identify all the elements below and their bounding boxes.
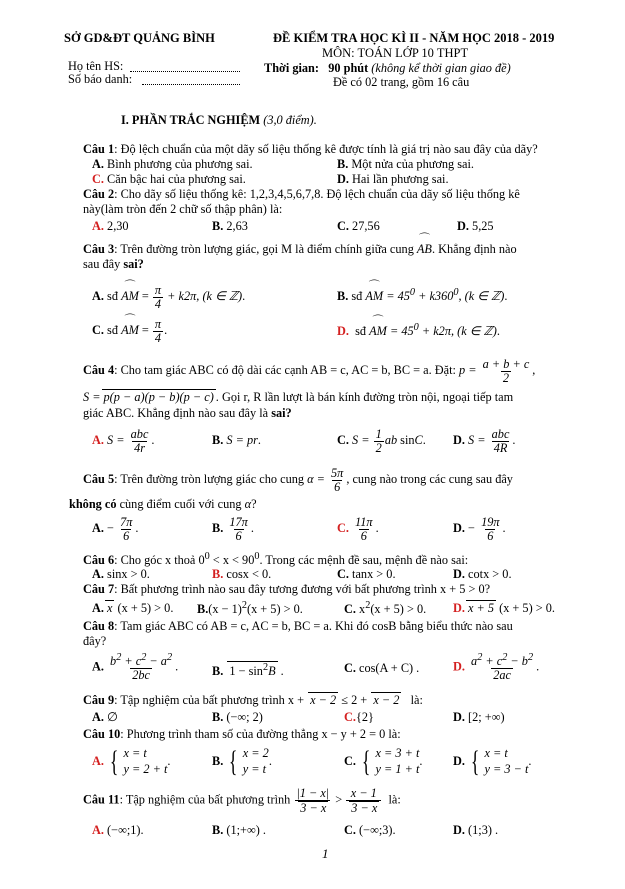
q3-stem: Câu 3: Trên đường tròn lượng giác, gọi M là điểm chính giữa cung ⌒ AB. Khẳng định nào: [83, 242, 517, 257]
q2-stem: Câu 2: Cho dãy số liệu thống kê: 1,2,3,4,5,6,7,8. Độ lệch chuẩn của dãy số liệu thống kê: [83, 187, 520, 201]
q8-c: C. cos(A + C) .: [344, 661, 420, 675]
q10-stem: Câu 10: Phương trình tham số của đường thẳng x − y + 2 = 0 là:: [83, 727, 401, 741]
q9-d: D. [2; +∞): [453, 710, 505, 724]
q5-b: B. $\frac{17\pi}{6}$ .: [212, 515, 254, 543]
q4-stem3: giác ABC. Khẳng định nào sau đây là sai?: [83, 406, 292, 420]
q9-stem: Câu 9: Tập nghiệm của bất phương trình x + x − 2 ≤ 2 + x − 2 là:: [83, 693, 423, 707]
q5-d: D. − $\frac{19\pi}{6}$ .: [453, 515, 506, 543]
q6-stem: Câu 6: Cho góc x thoả $0^0 < x < 90^0$. Trong các mệnh đề sau, mệnh đề nào sai:: [83, 551, 469, 568]
id-label: Số báo danh:: [68, 72, 133, 86]
q2-stem2: này(làm tròn đến 2 chữ số thập phân) là:: [83, 202, 283, 216]
q6-a: A. sinx > 0.: [92, 567, 150, 581]
dept-name: SỞ GD&ĐT QUẢNG BÌNH: [64, 31, 215, 45]
q5-stem: Câu 5: Trên đường tròn lượng giác cho cung α = $\frac{5\pi}{6}$ , cung nào trong các cung sau đây: [83, 466, 513, 494]
q10-c: C. { x = 3 + t y = 1 + t .: [344, 744, 423, 778]
q4-b: B. S = pr.: [212, 433, 261, 447]
q3-a: A. sđ ⌒ AM = $\frac{\pi}{4}$ + k2π, (k ∈ ℤ).: [92, 284, 245, 311]
q7-a: A. x (x + 5) > 0.: [92, 601, 174, 615]
q8-d: D. $\frac{a^2 + c^2 - b^2}{2ac}$ .: [453, 652, 540, 682]
q11-d: D. (1;3) .: [453, 823, 499, 837]
id-blank: [142, 84, 240, 85]
name-label: Họ tên HS:: [68, 59, 124, 73]
subject-line: MÔN: TOÁN LỚP 10 THPT: [322, 46, 469, 60]
q4-c: C. S = $\frac{1}{2}$ ab sinC.: [337, 427, 426, 455]
time-line: Thời gian: 90 phút (không kể thời gian giao đề): [264, 61, 511, 75]
pages-note: Đề có 02 trang, gồm 16 câu: [333, 75, 470, 89]
q7-b: $B.(x - 1)^2(x + 5) > 0$.: [197, 600, 303, 617]
q11-c: C. (−∞;3).: [344, 823, 396, 837]
q2-b: B. 2,63: [212, 219, 248, 233]
q1-a: A. Bình phương của phương sai.: [92, 157, 253, 171]
q7-d: D. x + 5 (x + 5) > 0.: [453, 601, 555, 615]
q1-c: C. Căn bậc hai của phương sai.: [92, 172, 246, 186]
q9-a: A. ∅: [92, 710, 118, 724]
q5-stem2: không có cùng điểm cuối với cung α?: [69, 497, 257, 511]
q4-a: A. S = $\frac{\text{abc}}{4r}$ .: [92, 427, 155, 455]
q5-a: A. − $\frac{7\pi}{6}$ .: [92, 515, 139, 543]
q9-c: C.{2}: [344, 710, 374, 724]
q10-a: A. { x = t y = 2 + t .: [92, 744, 171, 778]
q1-d: D. Hai lần phương sai.: [337, 172, 449, 186]
q10-b: B. { x = 2 y = t .: [212, 744, 272, 778]
q6-b: B. cosx < 0.: [212, 567, 272, 581]
section-title: I. PHẦN TRẮC NGHIỆM (3,0 điểm).: [121, 113, 317, 127]
q1-b: B. Một nửa của phương sai.: [337, 157, 474, 171]
q4-stem2: S = p(p − a)(p − b)(p − c) . Gọi r, R lần lượt là bán kính đường tròn nội, ngoại tiếp tam: [83, 390, 514, 404]
q9-b: B. (−∞; 2): [212, 710, 263, 724]
q2-d: D. 5,25: [457, 219, 494, 233]
exam-title: ĐỀ KIỂM TRA HỌC KÌ II - NĂM HỌC 2018 - 2019: [273, 31, 555, 45]
q8-stem: Câu 8: Tam giác ABC có AB = c, AC = b, BC = a. Khi đó cosB bằng biểu thức nào sau: [83, 619, 513, 633]
q7-c: C. $x^2(x + 5) > 0$.: [344, 600, 427, 617]
q3-stem2: sau đây sai?: [83, 257, 144, 271]
q11-a: A. (−∞;1).: [92, 823, 144, 837]
q2-c: C. 27,56: [337, 219, 380, 233]
q10-d: D. { x = t y = 3 − t .: [453, 744, 532, 778]
q1-stem: Câu 1: Độ lệch chuẩn của một dãy số liệu thống kê được tính là giá trị nào sau đây của dãy?: [83, 142, 538, 156]
q11-b: B. (1;+∞) .: [212, 823, 266, 837]
q5-c: C. $\frac{11\pi}{6}$ .: [337, 515, 379, 543]
q4-d: D. S = $\frac{\text{abc}}{4R}$ .: [453, 427, 516, 455]
q3-b: B. sđ ⌒ AM = $45^0 + k360^0$, (k ∈ ℤ).: [337, 287, 507, 304]
q6-d: D. cotx > 0.: [453, 567, 512, 581]
q8-a: A. $\frac{b^2 + c^2 - a^2}{2bc}$ .: [92, 652, 179, 682]
q4-stem: Câu 4: Cho tam giác ABC có độ dài các cạnh AB = c, AC = b, BC = a. Đặt: p = $\frac{a + b + c}{2}$ ,: [83, 357, 536, 385]
q8-b: B. $1 - \sin^2B$ .: [212, 662, 284, 679]
name-blank: [130, 71, 240, 72]
q7-stem: Câu 7: Bất phương trình nào sau đây tương đương với bất phương trình x + 5 > 0?: [83, 582, 491, 596]
page-number: 1: [322, 846, 329, 861]
q8-stem2: đây?: [83, 634, 107, 648]
q3-d: D. sđ ⌒ AM = $45^0 + k2\pi$, (k ∈ ℤ).: [337, 322, 500, 339]
q2-a: A. 2,30: [92, 219, 129, 233]
q11-stem: Câu 11: Tập nghiệm của bất phương trình $\frac{|1 - x|}{3 - x}$ > $\frac{x - 1}{3 - x}$ là:: [83, 786, 401, 815]
q3-c: C. sđ ⌒ AM = $\frac{\pi}{4}$ .: [92, 318, 167, 345]
q6-c: C. tanx > 0.: [337, 567, 396, 581]
